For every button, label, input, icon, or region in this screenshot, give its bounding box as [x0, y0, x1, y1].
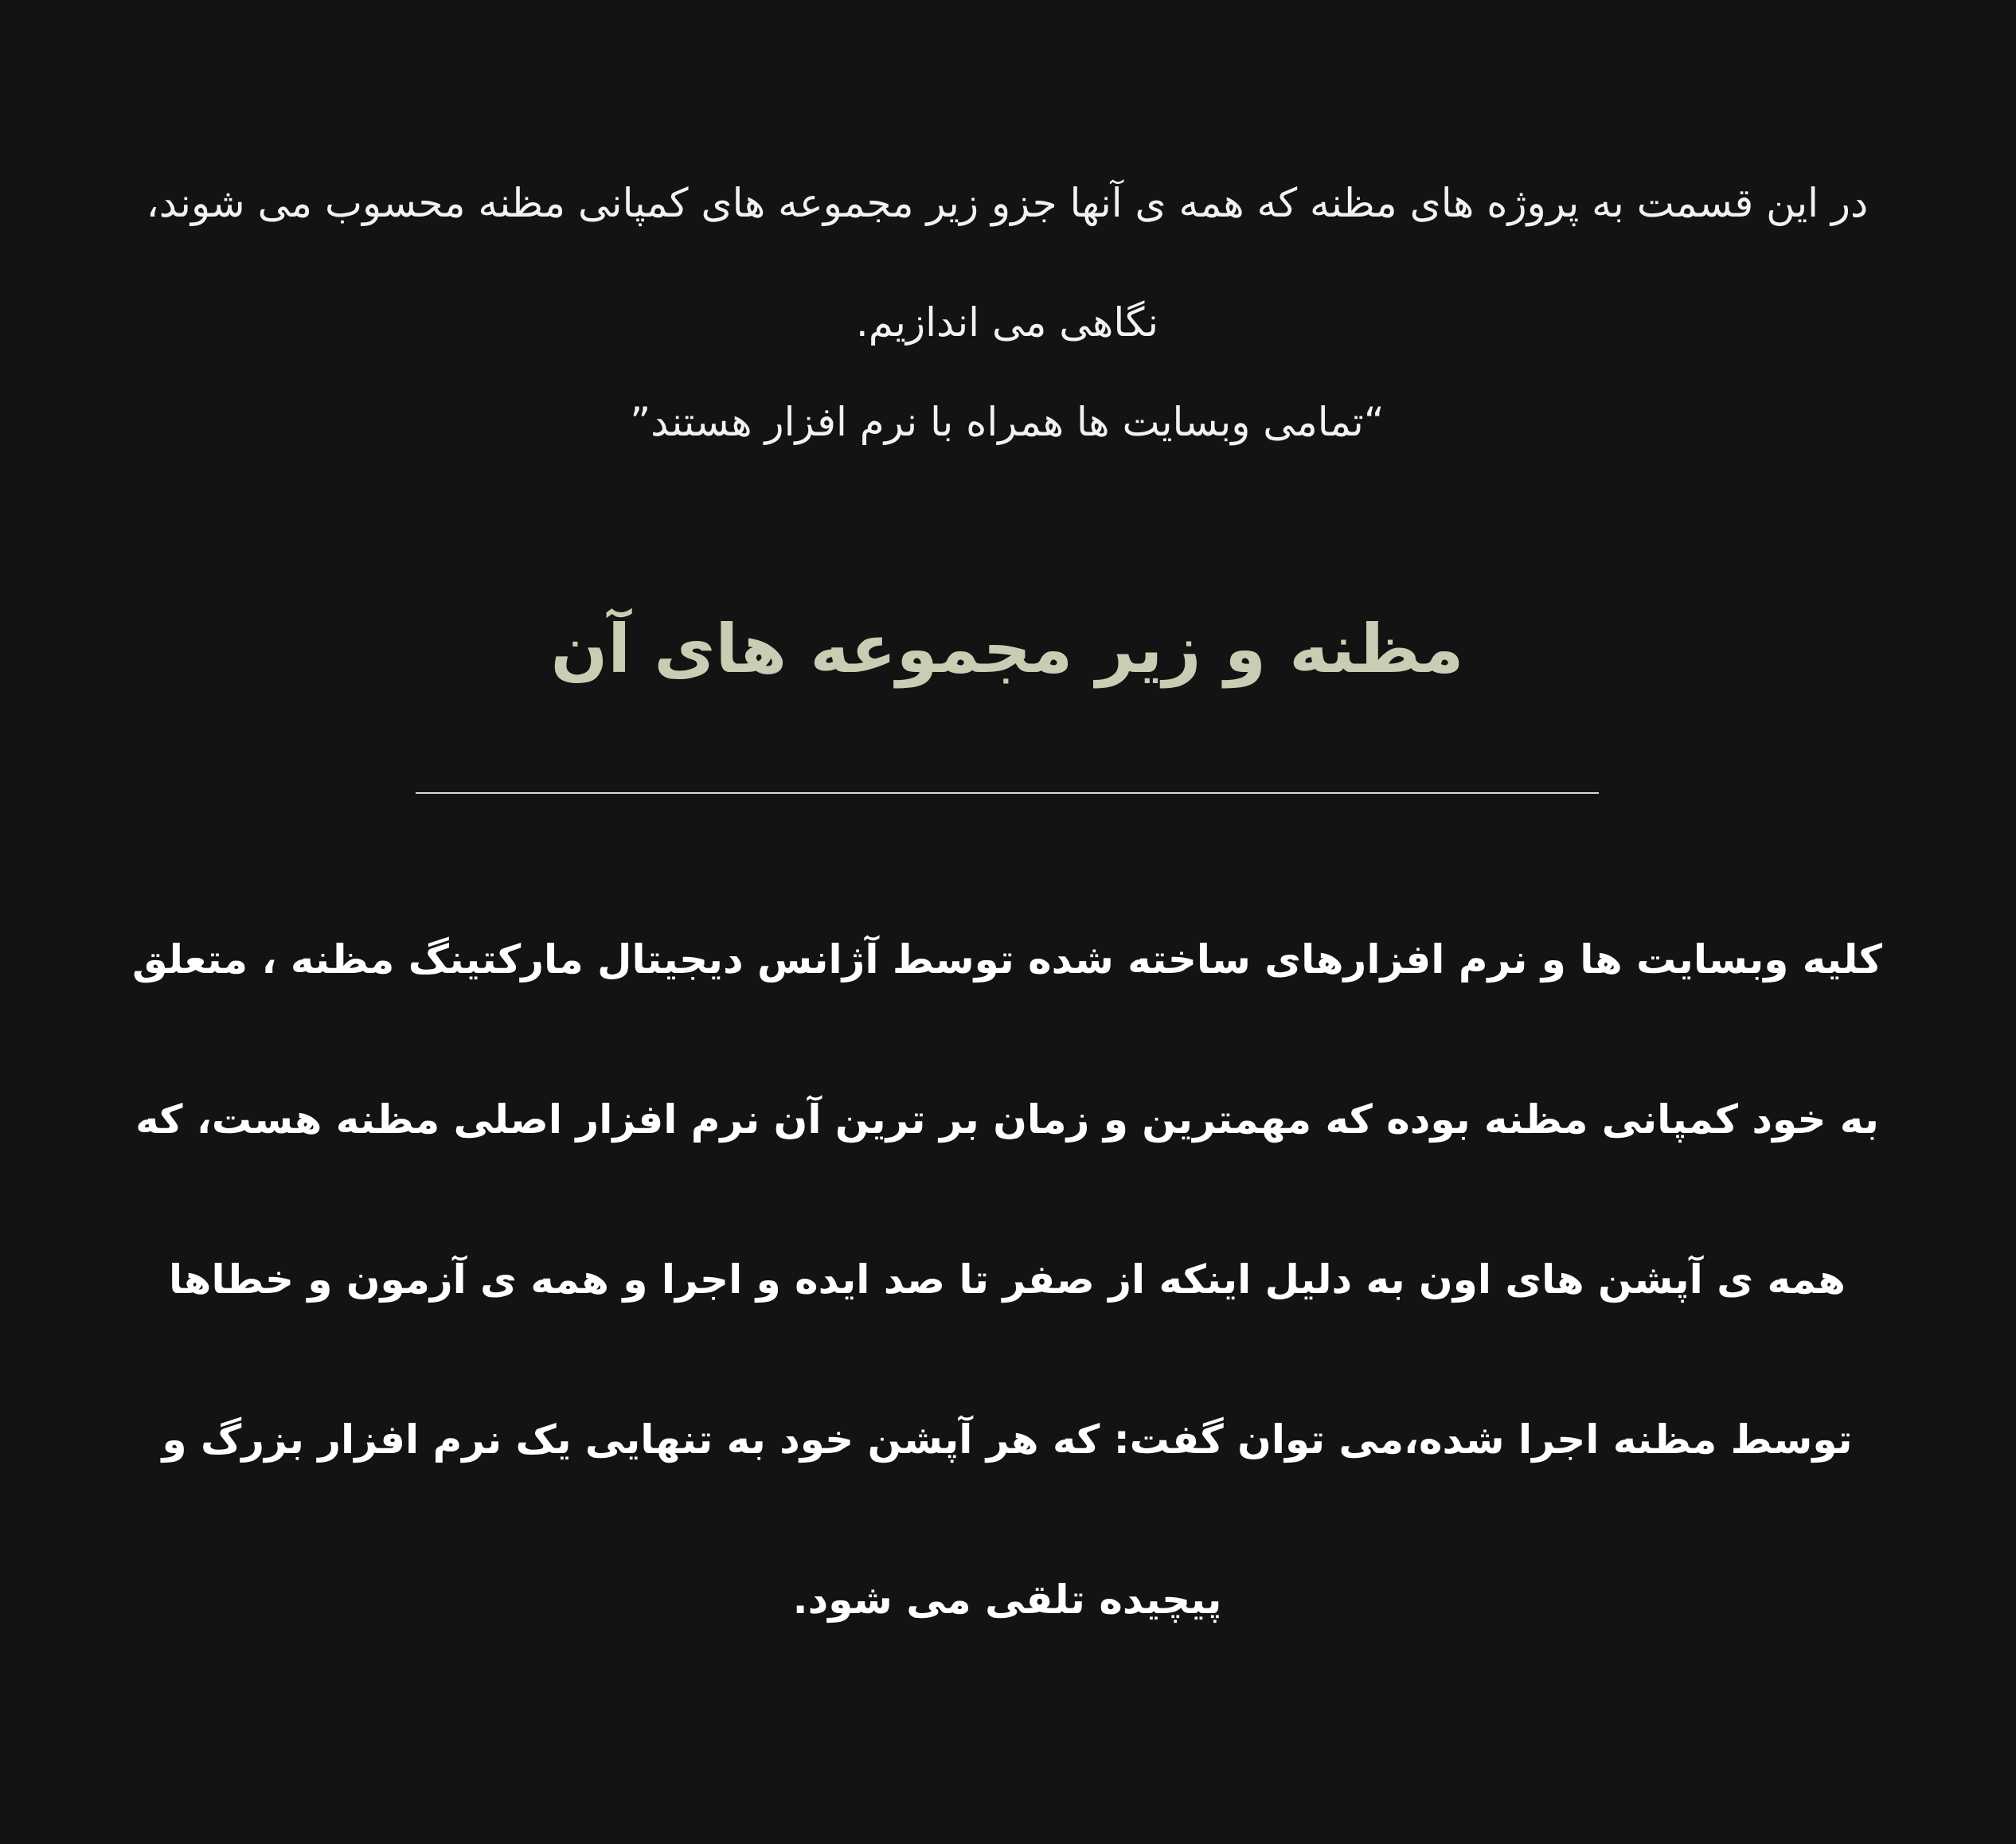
quote-text: “تمامی وبسایت ها همراه با نرم افزار هستند”	[630, 399, 1385, 445]
heading-divider	[416, 792, 1599, 794]
section-body-paragraph: کلیه وبسایت ها و نرم افزارهای ساخته شده توسط آژانس دیجیتال مارکتینگ مظنه ، متعلق به خود کمپانی مظنه بوده که مهمترین و زمان بر ترین آن نرم افزار اصلی مظنه هست، که همه ی آپشن های اون به دلیل اینکه از صفر تا صد ایده و اجرا و همه ی آزمون و خطاها توسط مظنه اجرا شده،می توان گفت: که هر آپشن خود به تنهایی یک نرم افزار بزرگ و پیچیده تلقی می شود.	[132, 936, 1882, 1623]
section-heading: مظنه و زیر مجموعه های آن	[550, 610, 1464, 688]
intro-paragraph: در این قسمت به پروژه های مظنه که همه ی آنها جزو زیر مجموعه های کمپانی مظنه محسوب می شوند، نگاهی می اندازیم.	[146, 180, 1869, 346]
